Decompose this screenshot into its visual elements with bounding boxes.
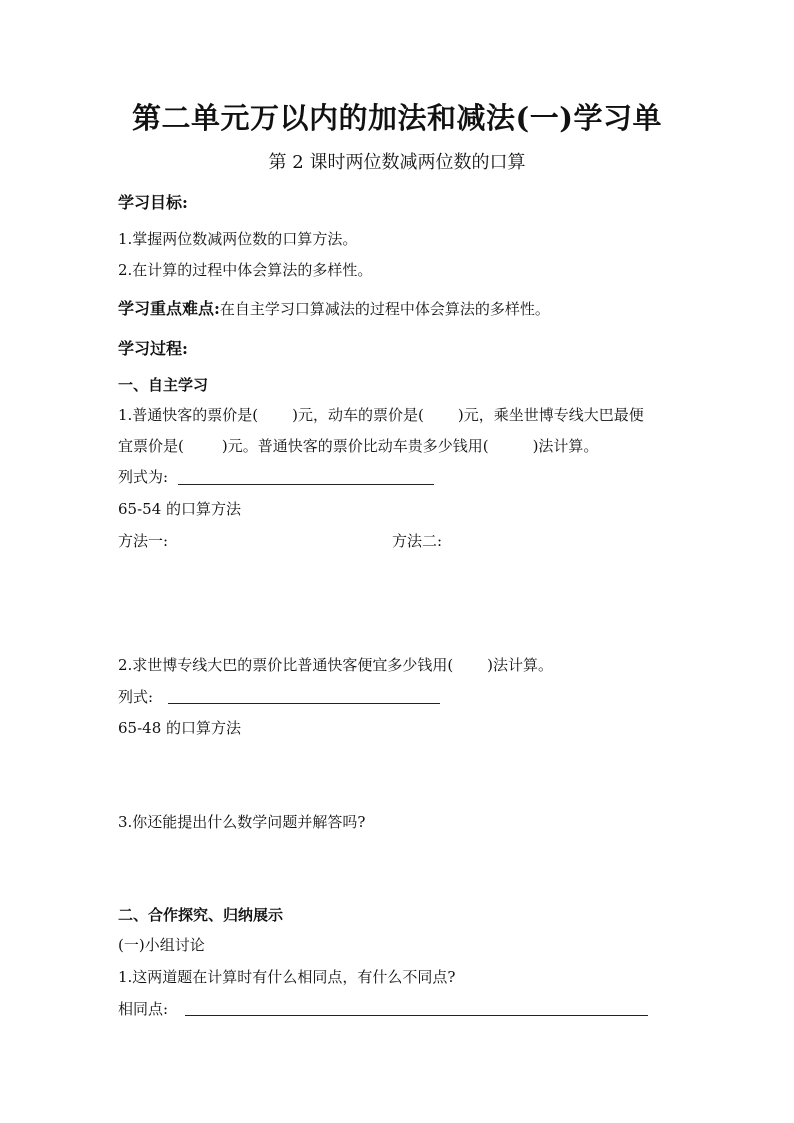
same-points-label: 相同点:	[118, 1000, 169, 1018]
objectives-heading: 学习目标:	[118, 193, 188, 212]
section2-heading: 二、合作探究、归纳展示	[118, 906, 284, 924]
question-1-line-1	[118, 404, 644, 425]
section1-heading: 一、自主学习	[118, 376, 209, 394]
question-1-part-a: 1.普通快客的票价是(	[118, 406, 259, 424]
objective-item-1: 1.掌握两位数减两位数的口算方法。	[118, 230, 358, 248]
process-heading: 学习过程:	[118, 339, 188, 358]
method-two-label: 方法二:	[392, 532, 443, 550]
key-points	[118, 296, 550, 319]
same-points-answer-line[interactable]	[185, 1015, 648, 1016]
formula-2-answer-line[interactable]	[168, 703, 440, 704]
formula-2-label: 列式:	[118, 688, 154, 706]
section2-question-1: 1.这两道题在计算时有什么相同点，有什么不同点?	[118, 968, 456, 986]
page-subtitle: 第 2 课时两位数减两位数的口算	[268, 152, 526, 173]
method-title-1: 65-54 的口算方法	[118, 500, 242, 518]
formula-1-answer-line[interactable]	[178, 484, 434, 485]
question-1-line-2	[118, 435, 598, 456]
objective-item-2: 2.在计算的过程中体会算法的多样性。	[118, 261, 373, 279]
section2-subheading: (一)小组讨论	[118, 936, 205, 954]
question-2	[118, 654, 553, 675]
question-2-part-b: )法计算。	[487, 656, 554, 674]
question-1-part-e: )元。普通快客的票价比动车贵多少钱用(	[221, 437, 489, 455]
key-points-heading: 学习重点难点:	[118, 299, 220, 318]
question-1-part-f: )法计算。	[532, 437, 599, 455]
question-1-part-b: )元，动车的票价是(	[292, 406, 424, 424]
formula-1-label: 列式为:	[118, 468, 169, 486]
method-one-label: 方法一:	[118, 532, 169, 550]
page-title: 第二单元万以内的加法和减法(一)学习单	[132, 101, 662, 135]
question-1-part-c: )元，乘坐世博专线大巴最便	[457, 406, 644, 424]
question-3: 3.你还能提出什么数学问题并解答吗?	[118, 813, 366, 831]
question-2-part-a: 2.求世博专线大巴的票价比普通快客便宜多少钱用(	[118, 656, 454, 674]
method-title-2: 65-48 的口算方法	[118, 719, 242, 737]
question-1-part-d: 宜票价是(	[118, 437, 184, 455]
key-points-text: 在自主学习口算减法的过程中体会算法的多样性。	[219, 300, 550, 318]
